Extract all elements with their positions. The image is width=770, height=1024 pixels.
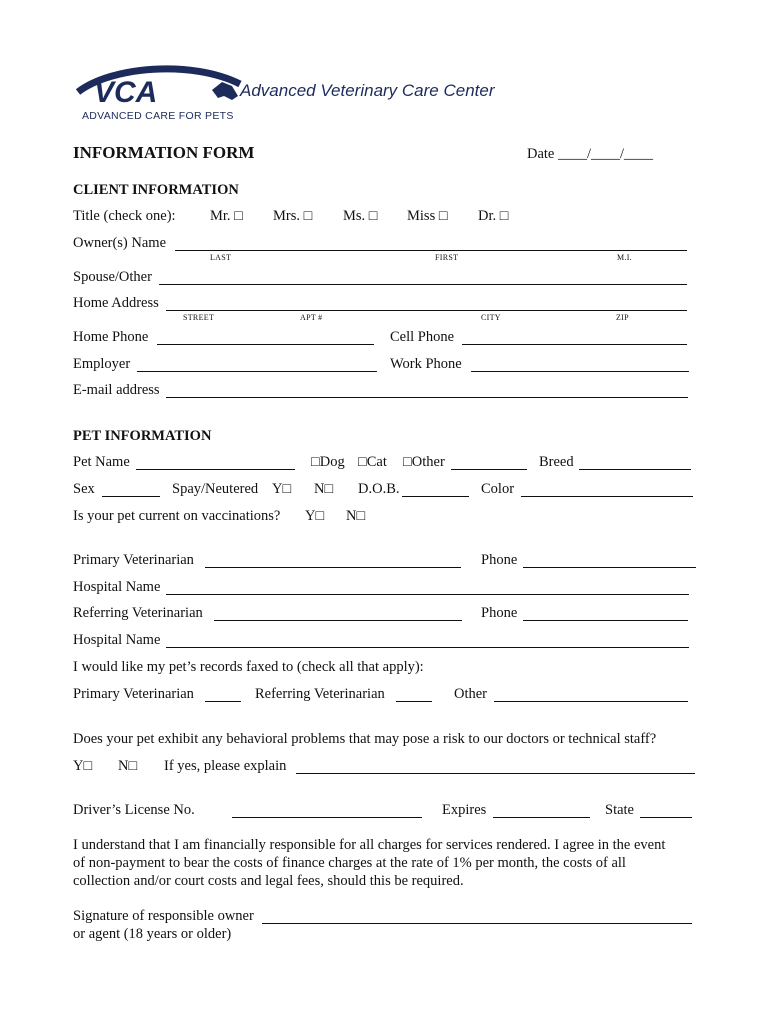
- home-address-label: Home Address: [73, 295, 159, 311]
- fax-instructions: I would like my pet’s records faxed to (check all that apply):: [73, 659, 424, 675]
- fax-primary-label: Primary Veterinarian: [73, 686, 194, 702]
- owner-name-label: Owner(s) Name: [73, 235, 167, 251]
- referring-hospital-field[interactable]: [166, 647, 689, 648]
- breed-label: Breed: [539, 454, 574, 470]
- vacc-yes-checkbox[interactable]: Y□: [305, 508, 325, 524]
- color-label: Color: [481, 481, 515, 497]
- vacc-no-checkbox[interactable]: N□: [346, 508, 366, 524]
- expires-label: Expires: [442, 802, 487, 818]
- cell-phone-label: Cell Phone: [390, 329, 455, 345]
- vaccination-question: Is your pet current on vaccinations?: [73, 508, 281, 524]
- cell-phone-field[interactable]: [462, 344, 687, 345]
- title-ms-checkbox[interactable]: Ms. □: [343, 208, 378, 224]
- fax-referring-label: Referring Veterinarian: [255, 686, 385, 702]
- home-phone-field[interactable]: [157, 344, 374, 345]
- email-field[interactable]: [166, 397, 688, 398]
- title-mr-checkbox[interactable]: Mr. □: [210, 208, 243, 224]
- referring-vet-phone-label: Phone: [481, 605, 518, 621]
- spay-yes-checkbox[interactable]: Y□: [272, 481, 292, 497]
- color-field[interactable]: [521, 496, 693, 497]
- referring-hospital-label: Hospital Name: [73, 632, 161, 648]
- dob-label: D.O.B.: [358, 481, 400, 497]
- spay-no-checkbox[interactable]: N□: [314, 481, 334, 497]
- behavior-yes-checkbox[interactable]: Y□: [73, 758, 93, 774]
- work-phone-field[interactable]: [471, 371, 689, 372]
- license-label: Driver’s License No.: [73, 802, 195, 818]
- dog-checkbox[interactable]: □Dog: [311, 454, 345, 470]
- fax-other-field[interactable]: [494, 701, 688, 702]
- signature-label: Signature of responsible owner: [73, 908, 254, 924]
- form-title: INFORMATION FORM: [73, 143, 255, 162]
- referring-vet-phone-field[interactable]: [523, 620, 688, 621]
- spouse-field[interactable]: [159, 284, 687, 285]
- pet-heading: PET INFORMATION: [73, 428, 212, 444]
- pet-name-field[interactable]: [136, 469, 295, 470]
- signature-sublabel: or agent (18 years or older): [73, 926, 232, 942]
- behavior-question: Does your pet exhibit any behavioral problems that may pose a risk to our doctors or technical staff?: [73, 731, 657, 747]
- explain-field[interactable]: [296, 773, 695, 774]
- pet-name-label: Pet Name: [73, 454, 130, 470]
- license-field[interactable]: [232, 817, 422, 818]
- title-mrs-checkbox[interactable]: Mrs. □: [273, 208, 313, 224]
- logo-mark: VCA: [94, 76, 158, 109]
- fax-other-label: Other: [454, 686, 488, 702]
- other-species-checkbox[interactable]: □Other: [403, 454, 445, 470]
- address-apt-caption: APT #: [300, 313, 323, 322]
- title-dr-checkbox[interactable]: Dr. □: [478, 208, 509, 224]
- home-phone-label: Home Phone: [73, 329, 149, 345]
- fax-referring-field[interactable]: [396, 701, 432, 702]
- agreement-line-2: of non-payment to bear the costs of finance charges at the rate of 1% per month, the costs of all: [73, 855, 626, 871]
- sex-label: Sex: [73, 481, 95, 497]
- state-field[interactable]: [640, 817, 692, 818]
- referring-vet-field[interactable]: [214, 620, 462, 621]
- logo-tagline: ADVANCED CARE FOR PETS: [82, 110, 234, 122]
- other-species-field[interactable]: [451, 469, 527, 470]
- employer-label: Employer: [73, 356, 131, 372]
- sex-field[interactable]: [102, 496, 160, 497]
- spouse-label: Spouse/Other: [73, 269, 152, 285]
- date-field[interactable]: Date ____/____/____: [527, 146, 654, 162]
- primary-vet-label: Primary Veterinarian: [73, 552, 194, 568]
- title-label: Title (check one):: [73, 208, 176, 224]
- employer-field[interactable]: [137, 371, 377, 372]
- primary-vet-phone-field[interactable]: [523, 567, 696, 568]
- primary-hospital-label: Hospital Name: [73, 579, 161, 595]
- signature-field[interactable]: [262, 923, 692, 924]
- fax-primary-field[interactable]: [205, 701, 241, 702]
- owner-mi-caption: M.I.: [617, 253, 632, 262]
- primary-hospital-field[interactable]: [166, 594, 689, 595]
- client-heading: CLIENT INFORMATION: [73, 182, 239, 198]
- behavior-no-checkbox[interactable]: N□: [118, 758, 138, 774]
- email-label: E-mail address: [73, 382, 160, 398]
- owner-first-caption: FIRST: [435, 253, 459, 262]
- cat-checkbox[interactable]: □Cat: [358, 454, 387, 470]
- owner-last-caption: LAST: [210, 253, 232, 262]
- primary-vet-field[interactable]: [205, 567, 461, 568]
- address-zip-caption: ZIP: [616, 313, 629, 322]
- address-city-caption: CITY: [481, 313, 501, 322]
- expires-field[interactable]: [493, 817, 590, 818]
- agreement-line-3: collection and/or court costs and legal fees, should this be required.: [73, 873, 464, 889]
- logo-name: Advanced Veterinary Care Center: [240, 81, 495, 100]
- referring-vet-label: Referring Veterinarian: [73, 605, 203, 621]
- primary-vet-phone-label: Phone: [481, 552, 518, 568]
- address-street-caption: STREET: [183, 313, 215, 322]
- title-miss-checkbox[interactable]: Miss □: [407, 208, 448, 224]
- spay-neutered-label: Spay/Neutered: [172, 481, 259, 497]
- breed-field[interactable]: [579, 469, 691, 470]
- state-label: State: [605, 802, 634, 818]
- work-phone-label: Work Phone: [390, 356, 462, 372]
- owner-name-field[interactable]: [175, 250, 687, 251]
- vca-logo: [72, 62, 495, 124]
- home-address-field[interactable]: [166, 310, 687, 311]
- explain-label: If yes, please explain: [164, 758, 287, 774]
- agreement-line-1: I understand that I am financially responsible for all charges for services rendered. I agree in the event: [73, 837, 666, 853]
- dob-field[interactable]: [402, 496, 469, 497]
